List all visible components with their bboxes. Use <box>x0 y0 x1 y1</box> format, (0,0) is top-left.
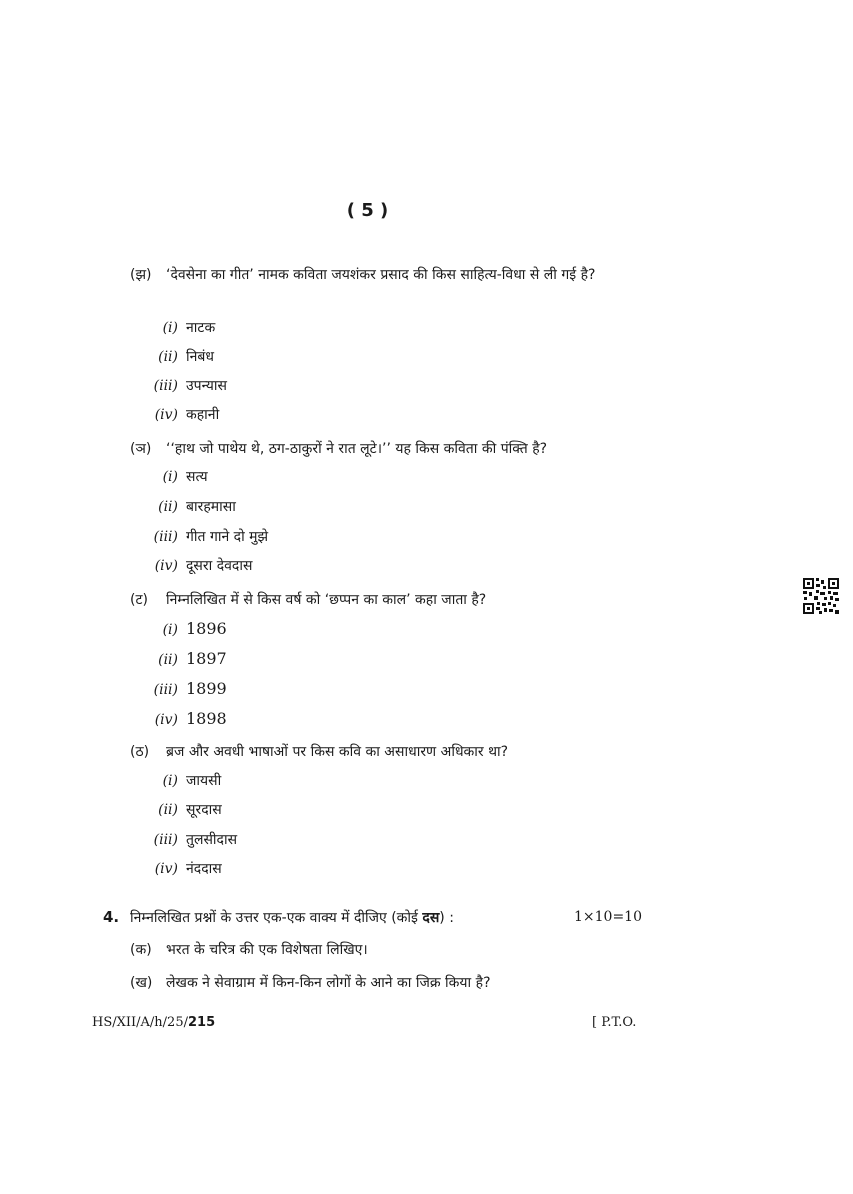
section-4-heading <box>103 906 648 929</box>
option-number: (i) <box>162 320 178 336</box>
option <box>148 405 219 425</box>
option-text: जायसी <box>186 773 222 789</box>
option <box>148 859 222 879</box>
option-text: गीत गाने दो मुझे <box>186 529 269 545</box>
option-number: (ii) <box>158 349 178 365</box>
option-number: (ii) <box>158 802 178 818</box>
section-number: 4. <box>103 908 120 926</box>
qr-code-icon <box>802 577 840 615</box>
question-text: लेखक ने सेवाग्राम में किन-किन लोगों के आने का जिक्र किया है? <box>166 975 491 991</box>
option <box>148 318 215 338</box>
option-text: सत्य <box>186 469 208 485</box>
question-label: (क) <box>130 942 152 958</box>
question-text: भरत के चरित्र की एक विशेषता लिखिए। <box>166 942 368 958</box>
question-label: (झ) <box>130 267 152 283</box>
pto-label: [ P.T.O. <box>592 1015 637 1030</box>
option-number: (i) <box>162 469 178 485</box>
section-instruction <box>130 910 454 926</box>
question-ta <box>130 588 616 612</box>
option-text: सूरदास <box>186 802 222 818</box>
option-text: नाटक <box>186 320 216 336</box>
option-text: 1899 <box>186 679 227 698</box>
option-number: (iv) <box>154 712 178 728</box>
option-number: (iv) <box>154 558 178 574</box>
section-marks: 1×10=10 <box>574 909 642 925</box>
option-text: 1898 <box>186 709 227 728</box>
question-nya <box>130 437 616 461</box>
option <box>148 347 214 367</box>
question-text: निम्नलिखित में से किस वर्ष को ‘छप्पन का काल’ कहा जाता है? <box>166 592 487 608</box>
page-number: ( 5 ) <box>346 200 389 221</box>
paper-code-number: 215 <box>187 1015 216 1030</box>
option-text: दूसरा देवदास <box>186 558 253 574</box>
instruction-end: ) : <box>439 910 454 926</box>
option <box>148 619 227 640</box>
option-number: (i) <box>162 773 178 789</box>
option <box>148 679 227 700</box>
question-label: (ट) <box>130 592 148 608</box>
question-text: ब्रज और अवधी भाषाओं पर किस कवि का असाधारण अधिकार था? <box>166 744 509 760</box>
option-text: बारहमासा <box>186 499 236 515</box>
option-text: तुलसीदास <box>186 832 238 848</box>
option-number: (ii) <box>158 499 178 515</box>
question-text: ‘‘हाथ जो पाथेय थे, ठग-ठाकुरों ने रात लूटे।’’ यह किस कविता की पंक्ति है? <box>166 441 548 457</box>
option-number: (iii) <box>153 529 178 545</box>
option-number: (i) <box>162 622 178 638</box>
question-label: (ञ) <box>130 441 152 457</box>
option-text: उपन्यास <box>186 378 227 394</box>
question-label: (ख) <box>130 975 153 991</box>
option-number: (ii) <box>158 652 178 668</box>
option-number: (iii) <box>153 378 178 394</box>
option-text: 1896 <box>186 619 227 638</box>
instruction-bold: दस <box>422 910 440 926</box>
instruction-text: निम्नलिखित प्रश्नों के उत्तर एक-एक वाक्य में दीजिए (कोई <box>130 910 423 926</box>
option <box>148 771 221 791</box>
paper-code <box>92 1015 215 1030</box>
option-text: 1897 <box>186 649 227 668</box>
option-text: निबंध <box>186 349 214 365</box>
option <box>148 467 208 487</box>
option <box>148 709 227 730</box>
option <box>148 556 252 576</box>
option <box>148 527 268 547</box>
subquestion-ka <box>130 939 368 961</box>
option <box>148 376 227 396</box>
option-number: (iv) <box>154 407 178 423</box>
question-tha <box>130 740 616 764</box>
option-number: (iv) <box>154 861 178 877</box>
paper-code-prefix: HS/XII/A/h/25/ <box>92 1015 188 1030</box>
question-text: ‘देवसेना का गीत’ नामक कविता जयशंकर प्रसाद की किस साहित्य-विधा से ली गई है? <box>166 267 596 283</box>
question-jha <box>130 263 616 287</box>
question-label: (ठ) <box>130 744 150 760</box>
option-text: नंददास <box>186 861 222 877</box>
option-number: (iii) <box>153 832 178 848</box>
option-number: (iii) <box>153 682 178 698</box>
subquestion-kha <box>130 972 491 994</box>
option <box>148 800 222 820</box>
option <box>148 830 237 850</box>
option <box>148 497 236 517</box>
option <box>148 649 227 670</box>
option-text: कहानी <box>186 407 220 423</box>
